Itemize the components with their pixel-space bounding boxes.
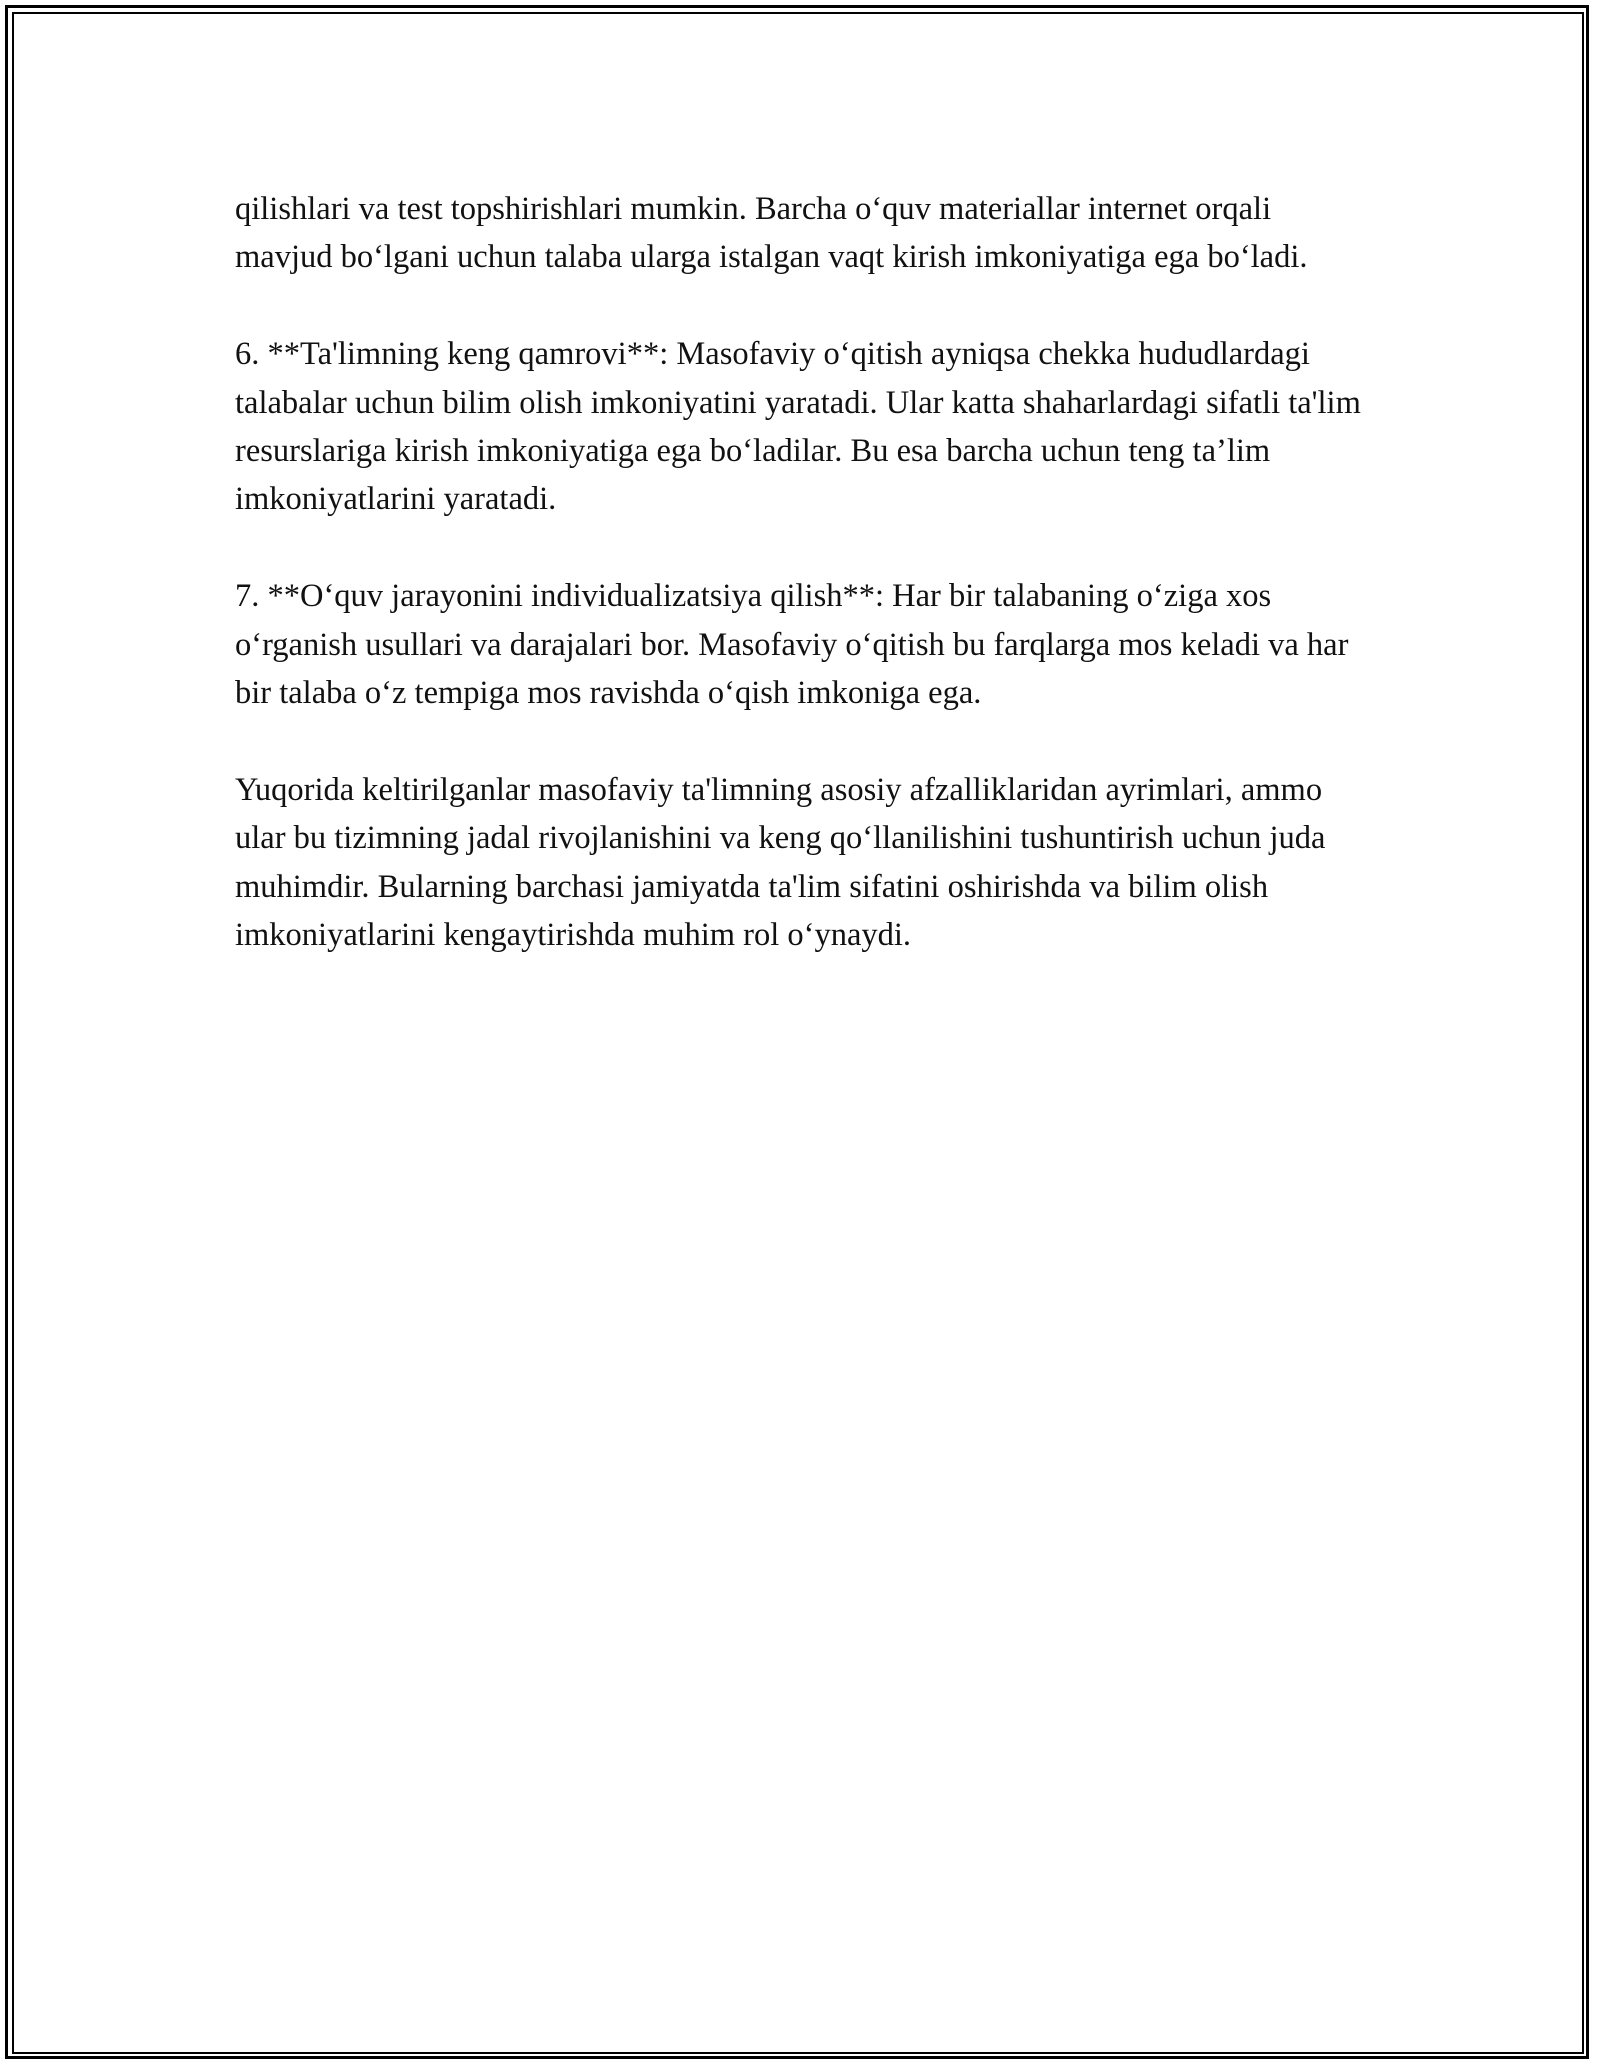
paragraph-continuation: qilishlari va test topshirishlari mumkin. Barcha o‘quv materiallar internet orqali mavjud bo‘lgani uchun talaba ularga istalgan vaqt kirish imkoniyatiga ega bo‘ladi. — [235, 191, 1308, 276]
paragraph-item-6: 6. **Ta'limning keng qamrovi**: Masofaviy o‘qitish ayniqsa chekka hududlardagi talabalar uchun bilim olish imkoniyatini yaratadi. Ular katta shaharlardagi sifatli ta'lim resurslariga kirish imkoniyatiga ega bo‘ladilar. Bu esa barcha uchun teng ta’lim imkoniyatlarini yaratadi. — [235, 336, 1361, 518]
document-body — [235, 185, 1370, 1008]
paragraph-item-7: 7. **O‘quv jarayonini individualizatsiya qilish**: Har bir talabaning o‘ziga xos o‘rganish usullari va darajalari bor. Masofaviy o‘qitish bu farqlarga mos keladi va har bir talaba o‘z tempiga mos ravishda o‘qish imkoniga ega. — [235, 578, 1349, 712]
paragraph-conclusion: Yuqorida keltirilganlar masofaviy ta'limning asosiy afzalliklaridan ayrimlari, ammo ular bu tizimning jadal rivojlanishini va keng qo‘llanilishini tushuntirish uchun juda muhimdir. Bularning barchasi jamiyatda ta'lim sifatini oshirishda va bilim olish imkoniyatlarini kengaytirishda muhim rol o‘ynaydi. — [235, 771, 1326, 954]
